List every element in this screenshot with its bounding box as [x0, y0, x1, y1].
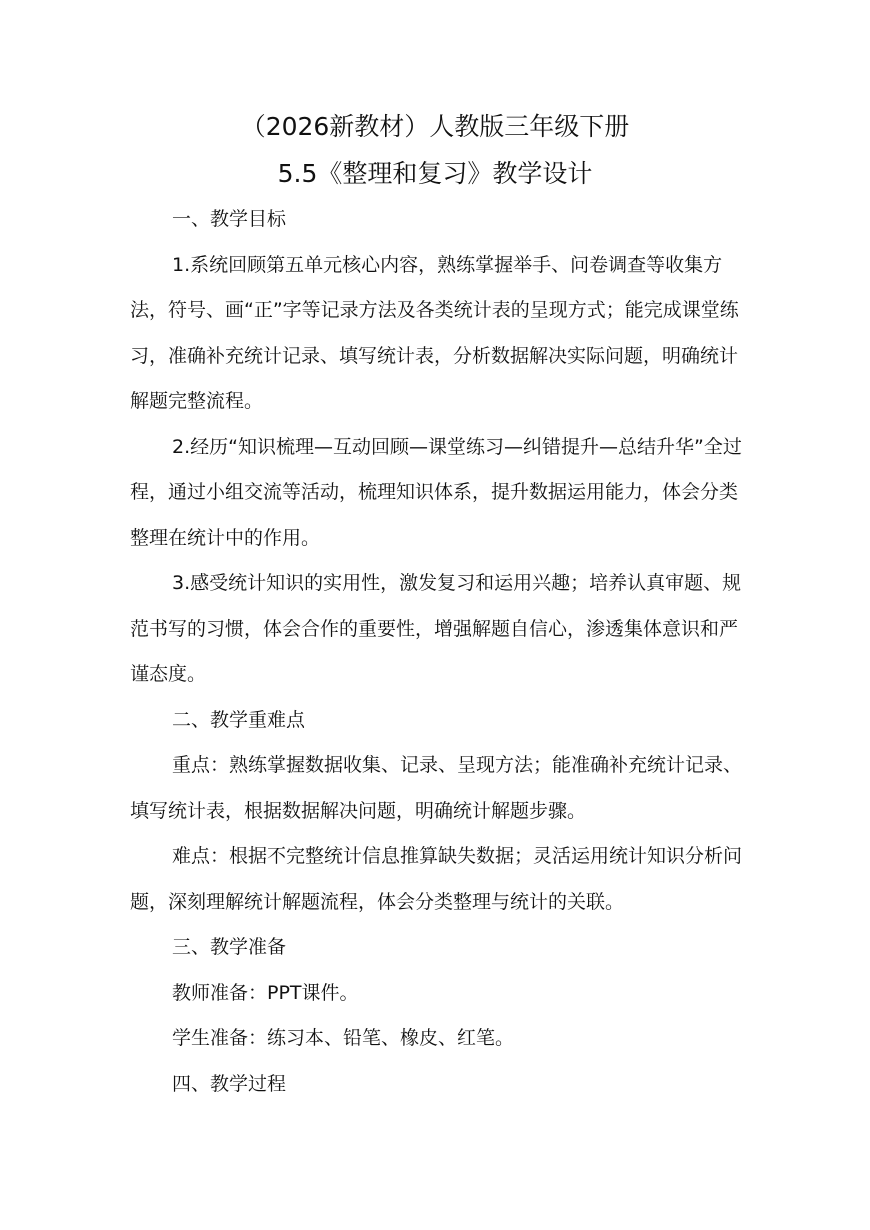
section-heading-key-points: 二、教学重难点	[172, 708, 306, 731]
section-heading-process: 四、教学过程	[172, 1072, 287, 1095]
document-body	[130, 197, 742, 1107]
key-point-paragraph: 重点：熟练掌握数据收集、记录、呈现方法；能准确补充统计记录、填写统计表，根据数据解决问题，明确统计解题步骤。	[130, 754, 743, 822]
difficulty-paragraph: 难点：根据不完整统计信息推算缺失数据；灵活运用统计知识分析问题，深刻理解统计解题流程，体会分类整理与统计的关联。	[130, 845, 743, 913]
objective-paragraph-3: 3.感受统计知识的实用性，激发复习和运用兴趣；培养认真审题、规范书写的习惯，体会合作的重要性，增强解题自信心，渗透集体意识和严谨态度。	[130, 572, 742, 685]
objective-paragraph-2: 2.经历“知识梳理—互动回顾—课堂练习—纠错提升—总结升华”全过程，通过小组交流等活动，梳理知识体系，提升数据运用能力，体会分类整理在统计中的作用。	[130, 435, 742, 549]
teacher-preparation: 教师准备：PPT课件。	[172, 981, 359, 1004]
objective-paragraph-1: 1.系统回顾第五单元核心内容，熟练掌握举手、问卷调查等收集方法，符号、画“正”字等记录方法及各类统计表的呈现方式；能完成课堂练习，准确补充统计记录、填写统计表，分析数据解决实际问题，明确统计解题完整流程。	[130, 253, 739, 412]
document-title-line2: 5.5《整理和复习》教学设计	[277, 159, 593, 188]
document-title-line1: （2026新教材）人教版三年级下册	[240, 112, 630, 141]
section-heading-preparation: 三、教学准备	[172, 936, 287, 958]
section-heading-objectives: 一、教学目标	[172, 208, 287, 230]
student-preparation: 学生准备：练习本、铅笔、橡皮、红笔。	[172, 1027, 515, 1049]
